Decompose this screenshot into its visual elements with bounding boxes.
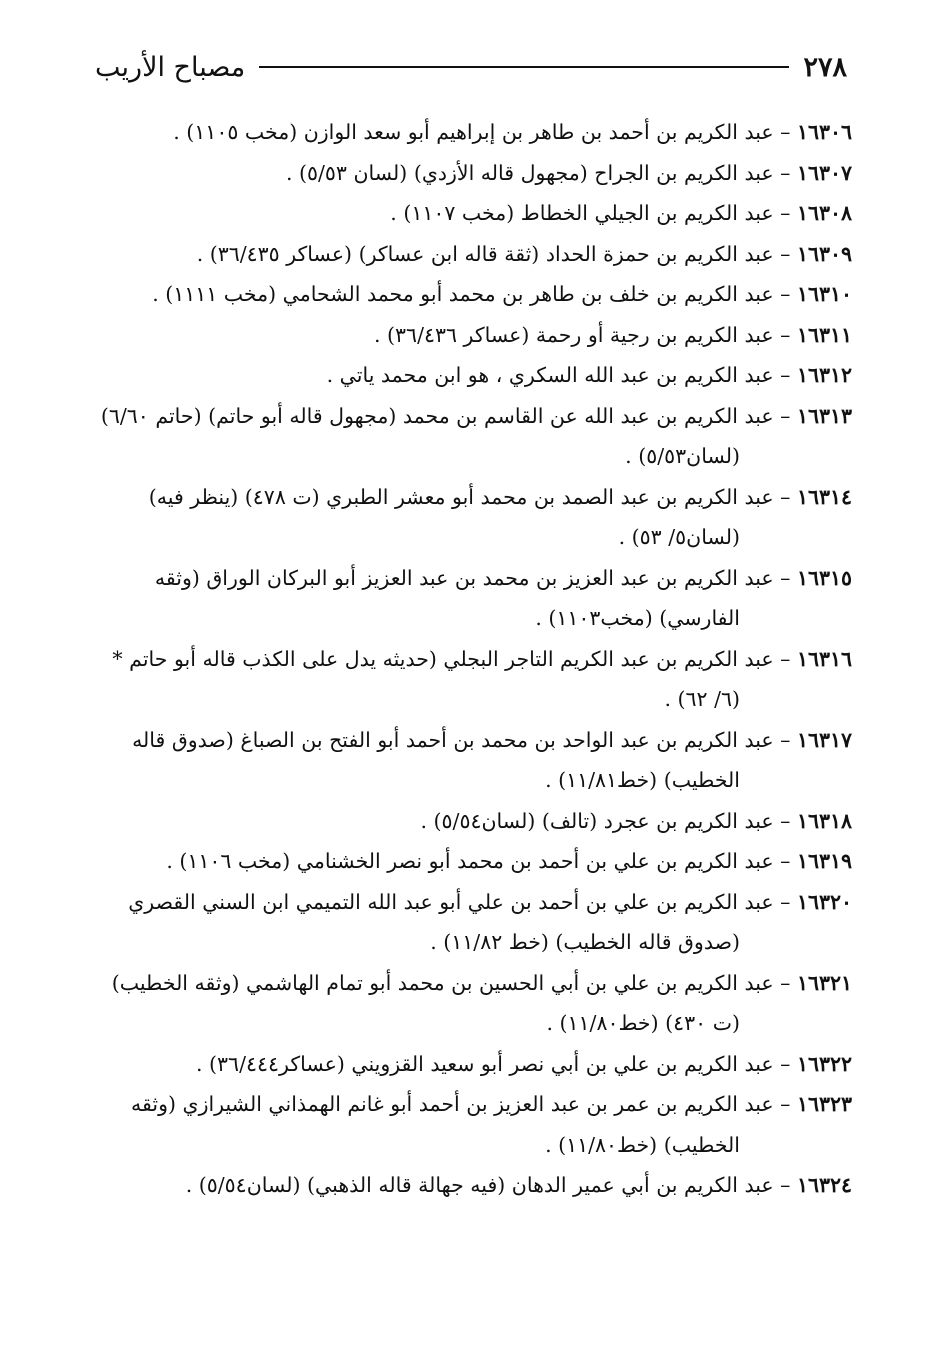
book-title: مصباح الأريب [95,51,246,83]
entry-list [80,112,852,1206]
entry-text: عبد الكريم بن عبد الصمد بن محمد أبو معشر الطبري (ت ٤٧٨) (ينظر فيه) (لسان٥/ ٥٣) . [148,484,774,549]
entry-number: ١٦٣١٠ [796,282,852,306]
entry-text: عبد الكريم بن أحمد بن طاهر بن إبراهيم أبو سعد الوازن (مخب ١١٠٥) . [173,120,774,144]
running-header [95,44,847,90]
entry-number: ١٦٣١٧ [796,727,852,752]
entry: ١٦٣١٥ – عبد الكريم بن عبد العزيز بن محمد بن عبد العزيز أبو البركان الوراق (وثقه الفارسي) (مخب١١٠٣) . [154,565,852,630]
entry-text: عبد الكريم بن عبد الله عن القاسم بن محمد (مجهول قاله أبو حاتم) (حاتم ٦/٦٠) (لسان٥/٥٣) . [100,403,774,468]
entry: ١٦٣٢٠ – عبد الكريم بن علي بن أحمد بن علي أبو عبد الله التميمي ابن السني القصري (صدوق قاله الخطيب) (خط ١١/٨٢) . [128,889,852,954]
entry-text: عبد الكريم بن عمر بن عبد العزيز بن أحمد أبو غانم الهمذاني الشيرازي (وثقه الخطيب) (خط١١/٨٠) . [131,1092,774,1157]
entry-number: ١٦٣١٨ [796,808,852,833]
entry-number: ١٦٣٢٢ [796,1051,852,1076]
entry-number: ١٦٣٠٩ [796,241,852,266]
entry-text: عبد الكريم بن حمزة الحداد (ثقة قاله ابن عساكر) (عساكر ٣٦/٤٣٥) . [196,241,774,266]
entry: ١٦٣١٧ – عبد الكريم بن عبد الواحد بن محمد بن أحمد أبو الفتح بن الصباغ (صدوق قاله الخطيب) (خط١١/٨١) . [132,727,852,792]
entry-text: عبد الكريم بن علي بن أبي نصر أبو سعيد القزويني (عساكر٣٦/٤٤٤) . [196,1051,774,1076]
entry: ١٦٣٠٩ – عبد الكريم بن حمزة الحداد (ثقة قاله ابن عساكر) (عساكر ٣٦/٤٣٥) . [196,241,852,266]
entry-text: عبد الكريم بن الجراح (مجهول قاله الأزدي) (لسان ٥/٥٣) . [285,160,774,185]
entry: ١٦٣٠٦ – عبد الكريم بن أحمد بن طاهر بن إبراهيم أبو سعد الوازن (مخب ١١٠٥) . [173,120,852,144]
entry-number: ١٦٣٠٨ [796,201,852,225]
entry-text: عبد الكريم بن علي بن أحمد بن علي أبو عبد الله التميمي ابن السني القصري (صدوق قاله الخطيب) (خط ١١/٨٢) . [128,889,774,954]
entry-text: عبد الكريم بن عبد العزيز بن محمد بن عبد العزيز أبو البركان الوراق (وثقه الفارسي) (مخب١١٠٣) . [154,565,774,630]
entry-number: ١٦٣١٩ [796,849,852,873]
header-rule [259,66,789,68]
entry: ١٦٣٠٧ – عبد الكريم بن الجراح (مجهول قاله الأزدي) (لسان ٥/٥٣) . [285,160,852,185]
entry-text: عبد الكريم بن عبد الله السكري ، هو ابن محمد ياتي . [326,363,774,387]
entry-text: عبد الكريم بن عبد الواحد بن محمد بن أحمد أبو الفتح بن الصباغ (صدوق قاله الخطيب) (خط١١/٨١) . [132,727,774,792]
entry-number: ١٦٣٢٠ [796,889,852,914]
entry-number: ١٦٣١٤ [796,484,852,509]
entry-number: ١٦٣٠٧ [796,160,852,185]
entry-text: عبد الكريم بن علي بن أبي الحسين بن محمد أبو تمام الهاشمي (وثقه الخطيب) (ت ٤٣٠) (خط١١/٨٠) . [111,970,774,1035]
entry: ١٦٣٢٤ – عبد الكريم بن أبي عمير الدهان (فيه جهالة قاله الذهبي) (لسان٥/٥٤) . [185,1173,852,1197]
entry-text: عبد الكريم بن خلف بن طاهر بن محمد أبو محمد الشحامي (مخب ١١١١) . [152,282,774,306]
entry: ١٦٣١١ – عبد الكريم بن رجية أو رحمة (عساكر ٣٦/٤٣٦) . [374,322,852,347]
entry-number: ١٦٣٢٣ [796,1092,852,1116]
entry: ١٦٣٠٨ – عبد الكريم بن الجيلي الخطاط (مخب ١١٠٧) . [390,201,852,225]
entry: ١٦٣٢٣ – عبد الكريم بن عمر بن عبد العزيز بن أحمد أبو غانم الهمذاني الشيرازي (وثقه الخطيب) (خط١١/٨٠) . [131,1092,852,1157]
entry-text: عبد الكريم بن الجيلي الخطاط (مخب ١١٠٧) . [390,201,774,225]
entry-text: عبد الكريم بن أبي عمير الدهان (فيه جهالة قاله الذهبي) (لسان٥/٥٤) . [185,1173,774,1197]
entry: ١٦٣١٢ – عبد الكريم بن عبد الله السكري ، هو ابن محمد ياتي . [326,363,852,387]
entry: ١٦٣١٩ – عبد الكريم بن علي بن أحمد بن محمد أبو نصر الخشنامي (مخب ١١٠٦) . [166,849,852,873]
entry: ١٦٣١٣ – عبد الكريم بن عبد الله عن القاسم بن محمد (مجهول قاله أبو حاتم) (حاتم ٦/٦٠) (لسان٥/٥٣) . [100,403,852,468]
entry: ١٦٣١٠ – عبد الكريم بن خلف بن طاهر بن محمد أبو محمد الشحامي (مخب ١١١١) . [152,282,852,306]
entry-text: عبد الكريم بن علي بن أحمد بن محمد أبو نصر الخشنامي (مخب ١١٠٦) . [166,849,774,873]
entry-number: ١٦٣١٢ [796,363,852,387]
entry-number: ١٦٣١٣ [796,403,852,428]
entry: ١٦٣٢٢ – عبد الكريم بن علي بن أبي نصر أبو سعيد القزويني (عساكر٣٦/٤٤٤) . [196,1051,852,1076]
entry-text: عبد الكريم بن رجية أو رحمة (عساكر ٣٦/٤٣٦) . [374,322,774,347]
entry: ١٦٣١٨ – عبد الكريم بن عجرد (تالف) (لسان٥/٥٤) . [420,808,852,833]
entry-number: ١٦٣١٥ [796,565,852,590]
entry: ١٦٣٢١ – عبد الكريم بن علي بن أبي الحسين بن محمد أبو تمام الهاشمي (وثقه الخطيب) (ت ٤٣٠) (خط١١/٨٠) . [111,970,852,1035]
entry-text: عبد الكريم بن عبد الكريم التاجر البجلي (حديثه يدل على الكذب قاله أبو حاتم * (٦/ ٦٢) . [112,646,774,711]
entry: ١٦٣١٤ – عبد الكريم بن عبد الصمد بن محمد أبو معشر الطبري (ت ٤٧٨) (ينظر فيه) (لسان٥/ ٥٣) . [148,484,852,549]
entry-number: ١٦٣٢٤ [796,1173,852,1197]
entry-number: ١٦٣٠٦ [796,120,852,144]
entry-text: عبد الكريم بن عجرد (تالف) (لسان٥/٥٤) . [420,808,774,833]
entry: ١٦٣١٦ – عبد الكريم بن عبد الكريم التاجر البجلي (حديثه يدل على الكذب قاله أبو حاتم * (٦/ ٦٢) . [112,646,852,711]
page-number: ٢٧٨ [803,51,847,83]
entry-number: ١٦٣١١ [796,322,852,347]
entry-number: ١٦٣٢١ [796,970,852,995]
entry-number: ١٦٣١٦ [796,646,852,671]
